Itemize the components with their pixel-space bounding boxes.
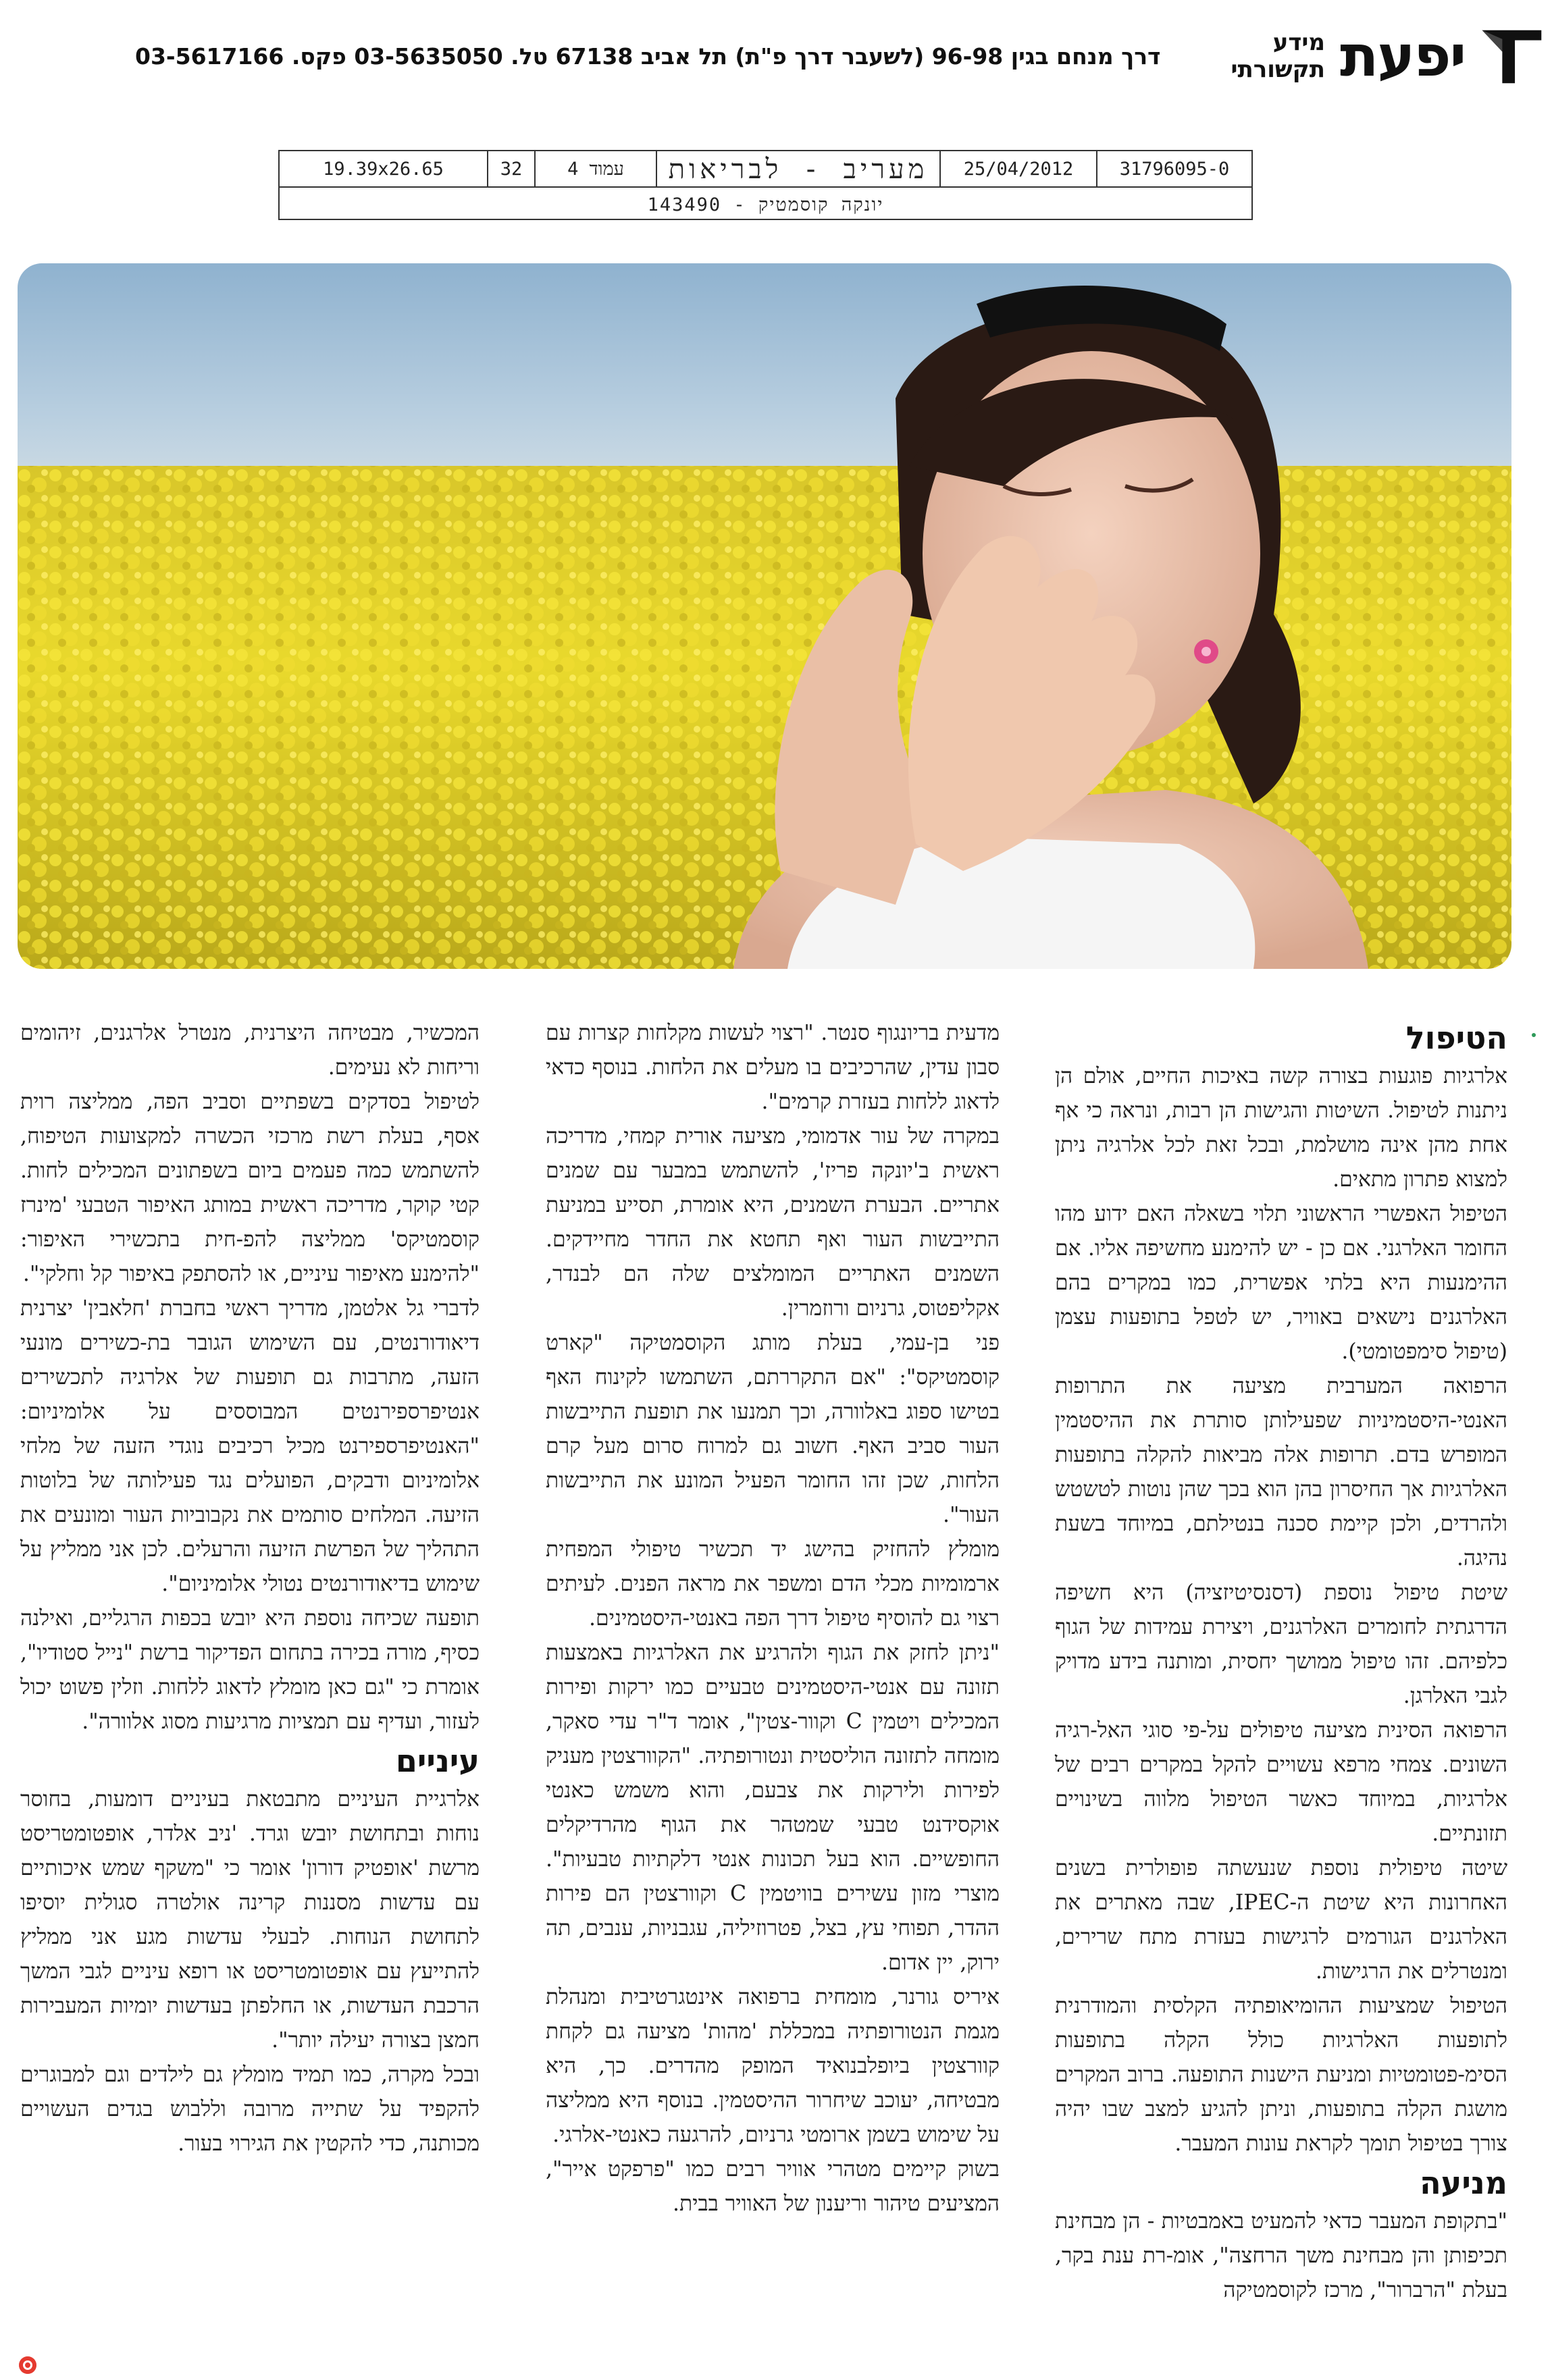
article-paragraph: שיטת טיפול נוספת (דסנסיטיזציה) היא חשיפה הדרגתית לחומרים האלרגנים, ויצירת עמידות של הגוף כלפיהם. זהו טיפול ממושך יחסית, ומותנה בידע מדויק לגבי האלרגן.: [1055, 1581, 1507, 1708]
clip-date: 25/04/2012: [939, 151, 1096, 186]
article-paragraph: אלרגיות פוגעות בצורה קשה באיכות החיים, אולם הן ניתנות לטיפול. השיטות והגישות הן רבות, ונראה כי אף אחת מהן אינה מושלמת, ובכל זאת לכל אלרגיה ניתן למצוא פתרון מתאים.: [1055, 1064, 1507, 1192]
clip-id: 31796095-0: [1096, 151, 1251, 186]
article-paragraph: הרפואה המערבית מציעה את התרופות האנטי-היסטמיניות שפעילותן סותרת את ההיסטמין המופרש בדם. תרופות אלה מביאות להקלה בתופעות האלרגיות אך החיסרון בהן הוא בכך שהן נוטות לטשטש ולהרדים, ולכן קיימת סכנה בנטילתם, במיוחד בשעת נהיגה.: [1055, 1374, 1507, 1570]
section-heading: עיניים: [395, 1743, 480, 1779]
clip-metadata-box: [278, 150, 1253, 220]
article-paragraph: איריס גורנר, מומחית ברפואה אינטגרטיבית ומנהלת מגמת הנטורופתיה במכללת 'מהות' מציעה גם לקחת קוורצטין ביופלבנואיד המופק מהדרים. כך, היא מבטיחה, יעוכב שיחרור ההיסטמין. בנוסף היא ממליצה על שימוש בשמן ארומטי גרניום, להרגעה כאנטי-אלרגי.: [546, 1985, 1000, 2147]
article-paragraph: לטיפול בסדקים בשפתיים וסביב הפה, ממליצה רוית אסף, בעלת רשת מרכזי הכשרה למקצועות הטיפוח, להשתמש כמה פעמים ביום בשפתונים המכילים לחות. קטי קוקר, מדריכה ראשית במותג האיפור הטבעי 'מינרז קוסמטיקס' ממליצה להפ-חית בתכשירי האיפור: "להימנע מאיפור עיניים, או להסתפק באיפור קל וחלקי".: [20, 1090, 480, 1286]
publication-name: מעריב - לבריאות: [656, 151, 939, 186]
logo-name: יפעת: [1339, 23, 1466, 89]
clip-size: 19.39x26.65: [323, 158, 444, 180]
article-paragraph: "ניתן לחזק את הגוף ולהרגיע את האלרגיות באמצעות תזונה עם אנטי-היסטמינים טבעיים כמו ירקות ופירות המכילים ויטמין C וקוור-צטין", אומר ד"ר עדי סאקר, מומחה לתזונה הוליסטית ונטורופתיה. "הקוורצטין מעניק לפירות ולירקות את צבעם, והוא משמש כאנטי אוקסידנט טבעי שמטהר את הגוף מהרדיקלים החופשיים. הוא בעל תכונות אנטי דלקתיות טבעיות". מוצרי מזון עשירים בוויטמין C וקוורצטין הם פירות ההדר, תפוחי עץ, בצל, פטרוזיליה, עגבניות, ענבים, תה ירוק, יין אדום.: [546, 1641, 1000, 1975]
page-number: עמוד 4: [534, 151, 656, 186]
sneezing-girl-field-image: [18, 263, 1511, 969]
article-paragraph: מדעית בריונגוף סנטר. "רצוי לעשות מקלחות קצרות עם סבון עדין, שהרכיבים בו מעלים את הלחות. בנוסף כדאי לדאוג ללחות בעזרת קרמים".: [546, 1021, 1000, 1114]
logo-subtitle: מידע תקשורתי: [1231, 29, 1325, 83]
end-of-article-icon: [19, 2356, 36, 2374]
section-heading: הטיפול: [1405, 1020, 1507, 1056]
item-count: 32: [487, 151, 534, 186]
article-paragraph: "בתקופת המעבר כדאי להמעיט באמבטיות - הן מבחינת תכיפותן והן מבחינת משך הרחצה", אומ-רת ענת בקר, בעלת "הרברור", מרכז לקוסמטיקה: [1055, 2209, 1507, 2302]
article-paragraph: הטיפול שמציעות ההומיאופתיה הקלסית והמודרנית לתופעות האלרגיות כולל הקלה בתופעות הסימ-פטומטיות ומניעת הישנות התופעה. ברוב המקרים מושגת הקלה בתופעות, וניתן להגיע למצב שבו יהיה צורך בטיפול תומך לקראת עונות המעבר.: [1055, 1994, 1507, 2156]
article-paragraph: במקרה של עור אדמומי, מציעה אורית קמחי, מדריכה ראשית ב'יונקה פריז', להשתמש במבער עם שמנים אתריים. הבערת השמנים, היא אומרת, תסייע במניעת התייבשות העור ואף תחטא את החדר מחיידקים. השמנים האתריים המומלצים שלה הם לבנדר, אקליפטוס, גרניום ורוזמרין.: [546, 1124, 1000, 1321]
article-photo: [18, 263, 1511, 969]
article-paragraph: אלרגיית העיניים מתבטאת בעיניים דומעות, בחוסר נוחות ובתחושת יובש וגרד. 'ניב אלדר, אופטומטריסט מרשת 'אופטיק דורון' אומר כי "משקף שמש איכותיים עם עדשות מסננות קרינה אולטרה סגולית יוסיפו לתחושת הנוחות. לבעלי עדשות מגע אני ממליץ להתייעץ עם אופטומטריסט או רופא עיניים לגבי המשך הרכבת העדשות, או החלפתן בעדשות יומיות המעבירות חמצן בצורה יעילה יותר".: [20, 1787, 480, 2053]
yifat-logo-icon: [1477, 24, 1547, 88]
article-column-right: [1055, 1016, 1507, 2308]
print-mark: [1532, 1033, 1536, 1037]
article-paragraph: שיטה טיפולית נוספת שנעשתה פופולרית בשנים האחרונות היא שיטת ה-IPEC, שבה מאתרים את האלרגנים הגורמים לרגישות בעזרת מתח שרירים, ומנטרלים את הרגישות.: [1055, 1856, 1507, 1984]
article-paragraph: הרפואה הסינית מציעה טיפולים על-פי סוגי האל-רגיה השונים. צמחי מרפא עשויים להקל במקרים רבים של אלרגיות, במיוחד כאשר הטיפול מלווה בשינויים תזונתיים.: [1055, 1718, 1507, 1846]
client-name: יונקה קוסמטיק - 143490: [647, 194, 884, 215]
article-column-middle: [546, 1016, 1000, 2221]
article-paragraph: הטיפול האפשרי הראשוני תלוי בשאלה האם ידוע מהו החומר האלרגני. אם כן - יש להימנע מחשיפה אליו. אם ההימנעות היא בלתי אפשרית, כמו במקרים בהם האלרגנים נישאים באוויר, יש לטפל בתופעות עצמן (טיפול סימפטומטי).: [1055, 1202, 1507, 1364]
article-paragraph: בשוק קיימים מטהרי אוויר רבים כמו "פרפקט אייר", המציעים טיהור וריענון של האוויר בבית.: [546, 2157, 1000, 2216]
article-paragraph: תופעה שכיחה נוספת היא יובש בכפות הרגליים, ואילנה כסיף, מורה בכירה בתחום הפדיקור ברשת "נייל סטודיו", אומרת כי "גם כאן מומלץ לדאוג ללחות. וזלין פשוט יכול לעזור, ועדיף עם תמציות מרגיעות מסוג אלוורה".: [20, 1606, 480, 1734]
article-paragraph: ובכל מקרה, כמו תמיד מומלץ גם לילדים וגם למבוגרים להקפיד על שתייה מרובה וללבוש בגדים העשויים מכותנה, כדי להקטין את הגירוי בעור.: [20, 2063, 480, 2156]
article-paragraph: פני בן-עמי, בעלת מותג הקוסמטיקה "קארט קוסמטיקס": "אם התקררתם, השתמשו לקינוח האף בטישו ספוג באלוורה, וכך תמנעו את תופעת התייבשות העור סביב האף. חשוב גם למרוח סרום מעל קרם הלחות, שכן זהו החומר הפעיל המונע את התייבשות העור".: [546, 1331, 1000, 1527]
company-address: דרך מנחם בגין 96-98 (לשעבר דרך פ"ת) תל אביב 67138 טל. 03-5635050 פקס. 03-5617166: [135, 43, 1161, 70]
clipping-header: [135, 19, 1547, 93]
article-column-left: [20, 1016, 480, 2161]
article-paragraph: לדברי גל אלטמן, מדריך ראשי בחברת 'חלאבין' יצרנית דיאודורנטים, עם השימוש הגובר בת-כשירים מונעי הזעה, מתרבות גם תופעות של אלרגיה לתכשירים אנטיפרספירנטים המבוססים על אלומיניום: "האנטיפרספירנט מכיל רכיבים נוגדי הזעה של מלחי אלומיניום ודבקים, הפועלים נגד פעילותה של בלוטות הזיעה. המלחים סותמים את נקבוביות העור ומונעים את התהליך של הפרשת הזיעה והרעלים. לכן אני ממליץ על שימוש בדיאודורנטים נטולי אלומיניום".: [20, 1296, 480, 1596]
article-paragraph: המכשיר, מבטיחה היצרנית, מנטרל אלרגנים, זיהומים וריחות לא נעימים.: [20, 1021, 480, 1080]
article-paragraph: מומלץ להחזיק בהישג יד תכשיר טיפולי המפחית ארמומיות מכלי הדם ומשפר את מראה הפנים. לעיתים רצוי גם להוסיף טיפול דרך הפה באנטי-היסטמינים.: [546, 1537, 1000, 1631]
section-heading: מניעה: [1420, 2165, 1507, 2201]
